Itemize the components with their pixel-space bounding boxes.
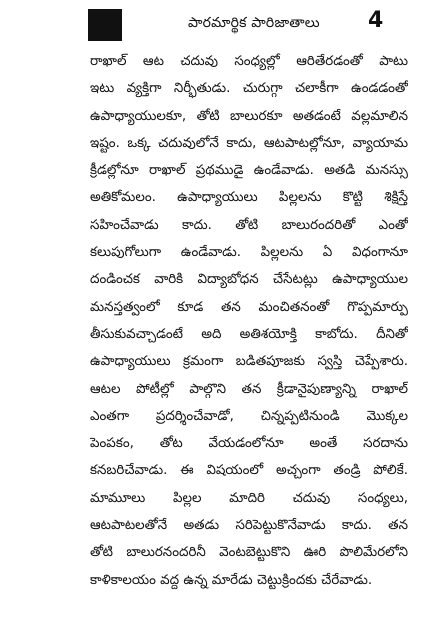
text-line-7: సహించేవాడు కాదు. తోటి బాలురందరితో ఎంతో: [90, 217, 408, 233]
text-line-15: పెంపకం, తోట వేయడంలోనూ అంతే సరదాను: [90, 436, 408, 452]
text-line-11: తీసుకువచ్చాడంటే అది అతిశయోక్తి కాబోదు. దీనితో: [90, 326, 408, 342]
text-line-18: ఆటపాటలతోనే అతడు సరిపెట్టుకొనేవాడు కాదు. తన: [90, 518, 408, 534]
text-line-19: తోటి బాలురనందరినీ వెంటబెట్టుకొని ఊరి పొలిమేరలోని: [90, 545, 408, 561]
text-line-4: ఇష్టం. ఒక్క చదువులోనే కాదు, ఆటపాటల్లోనూ, వ్యాయామ: [90, 135, 408, 151]
text-line-9: దండించక వారికి విద్యాబోధన చేసేటట్లు ఉపాధ్యాయుల: [90, 272, 408, 288]
running-title: పారమార్థిక పారిజాతాలు: [188, 15, 320, 31]
header-black-block: [88, 9, 122, 41]
text-line-5: క్రీడల్లోనూ రాఖాల్ ప్రథముడై ఉండేవాడు. అతడి మనస్సు: [90, 163, 408, 179]
text-line-20: కాళికాలయం వద్ద ఉన్న మారేడు చెట్టుక్రిందకు చేరేవాడు.: [90, 572, 373, 588]
text-line-1: రాఖాల్ ఆట చదువు సంధ్యల్లో ఆరితేరడంతో పాటు: [90, 54, 408, 69]
text-line-3: ఉపాధ్యాయులకూ, తోటి బాలురకూ అతడంటే వల్లమాలిన: [90, 108, 408, 124]
text-line-2: ఇటు వ్యక్తిగా నిర్భీతుడు. చురుగ్గా చలాకీగా ఉండడంతో: [90, 81, 408, 97]
body-text: [90, 48, 408, 594]
text-line-16: కనబరిచేవాడు. ఈ విషయంలో అచ్చంగా తండ్రి పోలికే.: [90, 463, 408, 479]
text-line-14: ఎంతగా ప్రదర్శించేవాడో, చిన్నప్పటినుండి మొక్కల: [90, 408, 408, 424]
text-line-13: ఆటల పోటీల్లో పాల్గొని తన క్రీడానైపుణ్యాన్ని రాఖాల్: [90, 381, 408, 397]
text-line-17: మామూలు పిల్లల మాదిరి చదువు సంధ్యలు,: [90, 490, 408, 506]
page-header: [0, 0, 439, 40]
text-line-12: ఉపాధ్యాయులు క్రమంగా బడితపూజకు స్వస్తి చెప్పేశారు.: [90, 354, 408, 370]
text-line-8: కలుపుగోలుగా ఉండేవాడు. పిల్లలను ఏ విధంగానూ: [90, 245, 408, 261]
text-line-6: అతికోమలం. ఉపాధ్యాయులు పిల్లలను కొట్టి శిక్షిస్తే: [90, 190, 408, 206]
page-number: 4: [368, 8, 384, 33]
text-line-10: మనస్తత్వంలో కూడ తన మంచితనంతో గొప్పమార్పు: [90, 299, 408, 315]
